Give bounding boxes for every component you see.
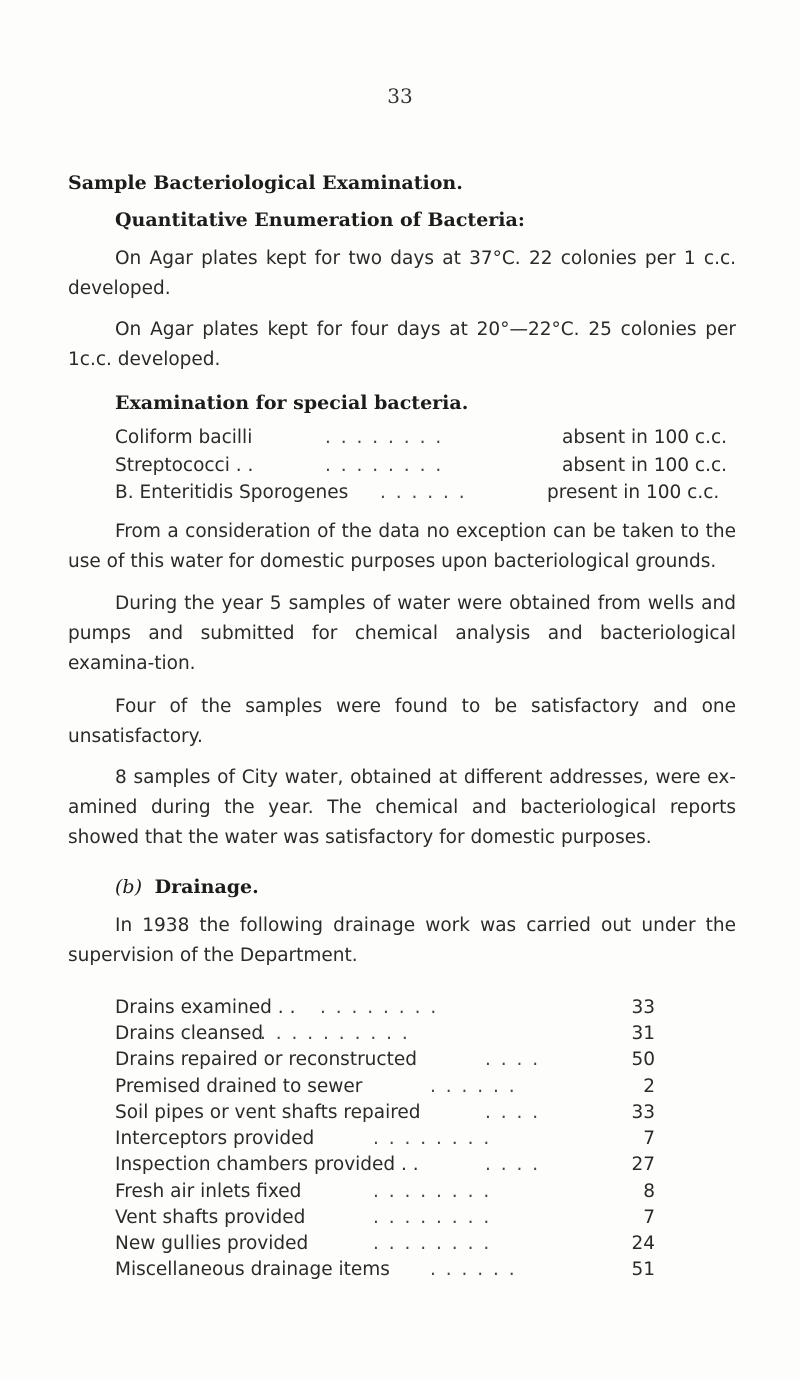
drainage-item-label: New gullies provided (115, 1233, 309, 1254)
special-bacteria-heading: Examination for special bacteria. (115, 392, 469, 414)
drainage-item-label: Drains cleansed (115, 1023, 264, 1044)
bacteria-row (115, 426, 735, 450)
drainage-row (115, 1153, 735, 1177)
quant-paragraph-2: On Agar plates kept for four days at 20°—22°C. 25 colonies per 1c.c. developed. (68, 319, 736, 370)
drainage-item-value: 33 (631, 1102, 655, 1123)
bacteria-row (115, 454, 735, 478)
drainage-heading (115, 876, 259, 898)
leader-dots: . . . . (485, 1049, 541, 1070)
drainage-row (115, 1075, 735, 1099)
paragraph-consideration: From a consideration of the data no exception can be taken to the use of this water for domestic purposes upon bacteriological grounds. (68, 521, 736, 572)
drainage-intro: In 1938 the following drainage work was carried out under the supervision of the Department. (68, 915, 736, 966)
drainage-item-value: 7 (643, 1207, 655, 1228)
bacteria-name: Streptococci . . (115, 455, 254, 476)
leader-dots: . . . . . . . . (373, 1181, 492, 1202)
leader-dots: . . . . . . . . (325, 427, 444, 448)
drainage-item-value: 51 (631, 1259, 655, 1280)
paragraph-satisfactory: Four of the samples were found to be satisfactory and one unsatisfactory. (68, 696, 736, 747)
drainage-item-value: 2 (643, 1076, 655, 1097)
drainage-row (115, 1258, 735, 1282)
leader-dots: . . . . (485, 1154, 541, 1175)
drainage-row (115, 1022, 735, 1046)
leader-dots: . . . . . . (430, 1076, 517, 1097)
drainage-item-label: Fresh air inlets fixed (115, 1181, 302, 1202)
drainage-item-label: Vent shafts provided (115, 1207, 306, 1228)
drainage-row (115, 1232, 735, 1256)
drainage-row (115, 996, 735, 1020)
bacteria-result: present in 100 c.c. (547, 482, 720, 503)
drainage-heading-title: Drainage. (154, 876, 259, 898)
quant-paragraph-1: On Agar plates kept for two days at 37°C. 22 colonies per 1 c.c. developed. (68, 248, 736, 299)
drainage-item-value: 24 (631, 1233, 655, 1254)
bacteria-result: absent in 100 c.c. (562, 427, 728, 448)
paragraph-city-water: 8 samples of City water, obtained at different addresses, were ex-amined during the year. The chemical and bacteriological reports showed that the water was satisfactory for domestic purposes. (68, 767, 736, 848)
drainage-item-label: Drains repaired or reconstructed (115, 1049, 417, 1070)
leader-dots: . . . . . . . . (373, 1233, 492, 1254)
bacteria-result: absent in 100 c.c. (562, 455, 728, 476)
drainage-item-value: 31 (631, 1023, 655, 1044)
drainage-row (115, 1206, 735, 1230)
drainage-item-label: Inspection chambers provided . . (115, 1154, 419, 1175)
drainage-item-label: Soil pipes or vent shafts repaired (115, 1102, 421, 1123)
drainage-heading-prefix: (b) (115, 876, 142, 898)
leader-dots: . . . . . . . . (320, 997, 439, 1018)
sample-heading: Sample Bacteriological Examination. (68, 172, 463, 194)
drainage-item-label: Premised drained to sewer (115, 1076, 363, 1097)
quantitative-heading: Quantitative Enumeration of Bacteria: (115, 209, 525, 231)
drainage-item-value: 8 (643, 1181, 655, 1202)
bacteria-name: Coliform bacilli (115, 427, 253, 448)
leader-dots: . . . . . . . . (325, 455, 444, 476)
bacteria-row (115, 481, 735, 505)
leader-dots: . . . . . . . . (373, 1128, 492, 1149)
leader-dots: . . . . . . (430, 1259, 517, 1280)
drainage-item-label: Interceptors provided (115, 1128, 315, 1149)
page-number: 33 (387, 84, 413, 108)
drainage-item-value: 27 (631, 1154, 655, 1175)
drainage-item-value: 33 (631, 997, 655, 1018)
leader-dots: . . . . . . . . (373, 1207, 492, 1228)
drainage-row (115, 1101, 735, 1125)
drainage-row (115, 1127, 735, 1151)
leader-dots: . . . . . . (380, 482, 467, 503)
paragraph-samples: During the year 5 samples of water were obtained from wells and pumps and submitted for chemical analysis and bacteriological examina-tion. (68, 593, 736, 674)
drainage-item-label: Drains examined . . (115, 997, 296, 1018)
drainage-item-value: 7 (643, 1128, 655, 1149)
drainage-item-value: 50 (631, 1049, 655, 1070)
drainage-row (115, 1048, 735, 1072)
bacteria-name: B. Enteritidis Sporogenes (115, 482, 349, 503)
drainage-item-label: Miscellaneous drainage items (115, 1259, 390, 1280)
drainage-row (115, 1180, 735, 1204)
leader-dots: . . . . . . . . . . (260, 1023, 410, 1044)
leader-dots: . . . . (485, 1102, 541, 1123)
